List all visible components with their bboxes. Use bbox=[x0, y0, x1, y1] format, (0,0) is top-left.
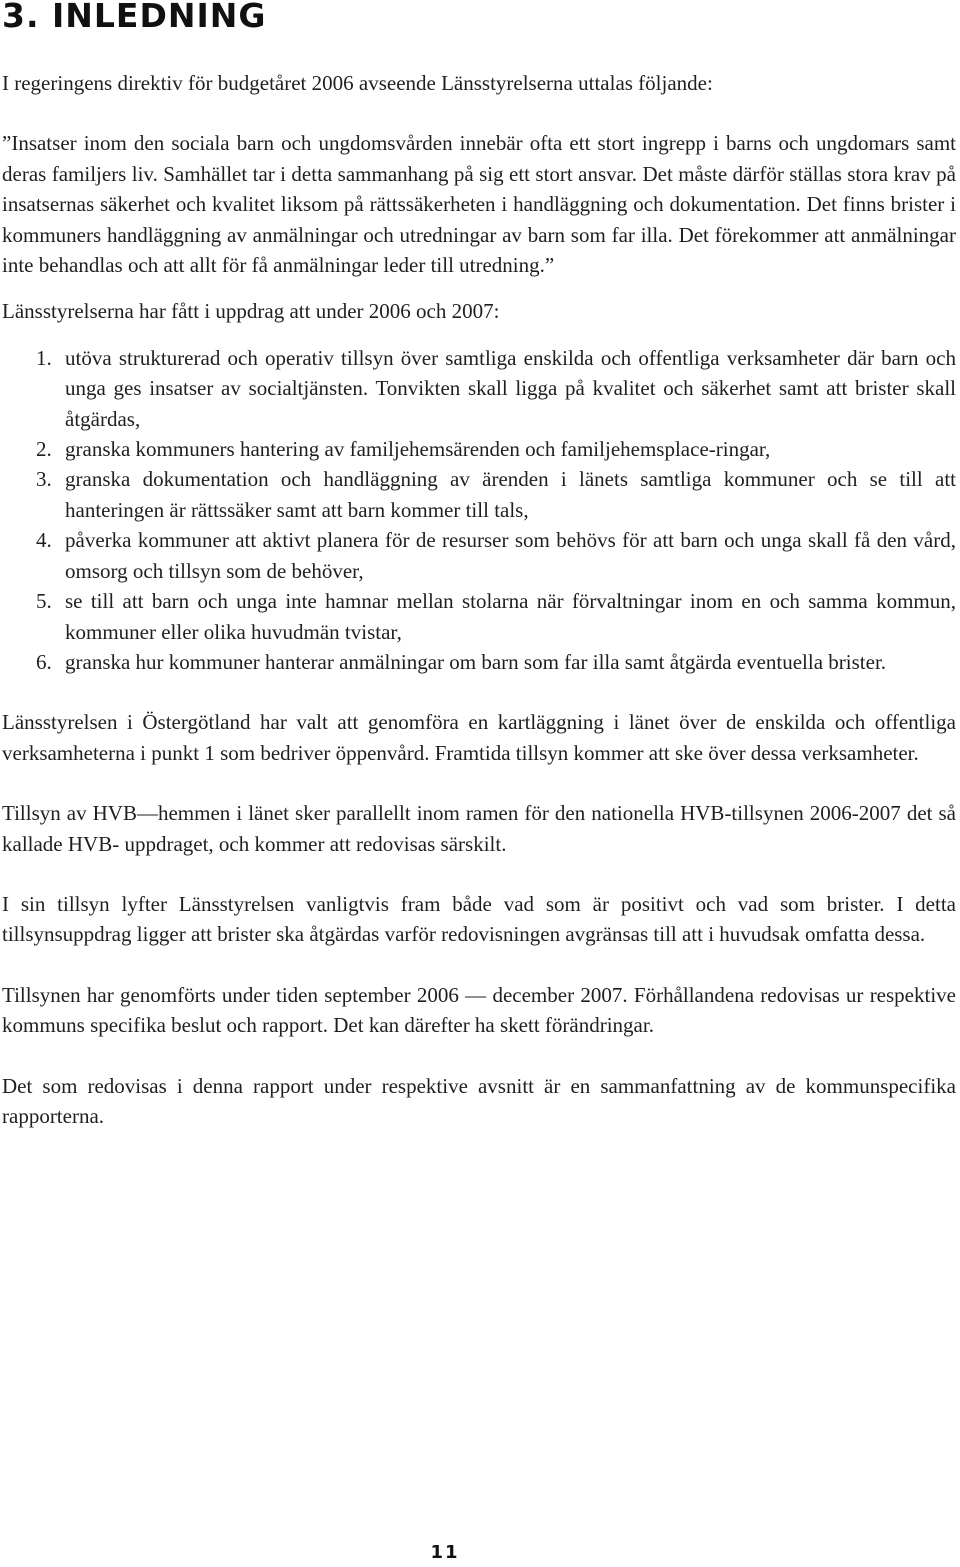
list-item bbox=[2, 434, 956, 464]
assignment-intro: Länsstyrelserna har fått i uppdrag att under 2006 och 2007: bbox=[2, 299, 500, 324]
paragraph-tidsperiod: Tillsynen har genomförts under tiden september 2006 — december 2007. Förhållandena redovisas ur respektive kommuns specifika beslut och rapport. Det kan därefter ha skett förändringar. bbox=[2, 982, 956, 1038]
list-item-text: granska dokumentation och handläggning av ärenden i länets samtliga kommuner och se till att hanteringen är rättssäker samt att barn kommer till tals, bbox=[65, 467, 956, 522]
list-item-text: se till att barn och unga inte hamnar mellan stolarna när förvaltningar inom en och samma kommun, kommuner eller olika huvudmän tvistar, bbox=[65, 589, 956, 644]
list-item bbox=[2, 647, 956, 677]
directive-quote: ”Insatser inom den sociala barn och ungdomsvården innebär ofta ett stort ingrepp i barns och ungdomars samt deras familjers liv. Samhället tar i detta sammanhang på sig ett stort ansvar. Det måste därför ställas stora krav på insatsernas säkerhet och kvalitet liksom på rättssäkerheten i handläggning och dokumentation. Det finns brister i kommuners handläggning av anmälningar och utredningar av barn som far illa. Det förekommer att anmälningar inte behandlas och att allt för få anmälningar leder till utredning.” bbox=[2, 131, 956, 278]
list-item-number: 4. bbox=[36, 528, 52, 553]
paragraph-hvb-tillsyn: Tillsyn av HVB—hemmen i länet sker parallellt inom ramen för den nationella HVB-tillsynen 2006-2007 det så kallade HVB- uppdraget, och kommer att redovisas särskilt. bbox=[2, 801, 956, 856]
list-item bbox=[2, 586, 956, 647]
list-item bbox=[2, 464, 956, 525]
paragraph-sammanfattning: Det som redovisas i denna rapport under respektive avsnitt är en sammanfattning av de kommunspecifika rapporterna. bbox=[2, 1073, 956, 1128]
task-list bbox=[2, 343, 956, 677]
list-item-number: 6. bbox=[36, 649, 52, 674]
list-item bbox=[2, 525, 956, 586]
list-item-text: granska hur kommuner hanterar anmälningar om barn som far illa samt åtgärda eventuella brister. bbox=[65, 649, 887, 674]
document-body bbox=[2, 68, 956, 1131]
section-heading: 3. INLEDNING bbox=[2, 0, 267, 35]
list-item bbox=[2, 343, 956, 434]
list-item-text: utöva strukturerad och operativ tillsyn över samtliga enskilda och offentliga verksamheter där barn och unga ges insatser av socialtjänsten. Tonvikten skall ligga på kvalitet och säkerhet samt att brister skall åtgärdas, bbox=[65, 345, 956, 431]
page-number: 11 bbox=[430, 1542, 460, 1563]
list-item-number: 1. bbox=[36, 345, 52, 370]
list-item-text: granska kommuners hantering av familjehemsärenden och familjehemsplace-ringar, bbox=[65, 437, 771, 462]
list-item-text: påverka kommuner att aktivt planera för de resurser som behövs för att barn och unga skall få den vård, omsorg och tillsyn som de behöver, bbox=[65, 528, 956, 583]
paragraph-kartlaggning: Länsstyrelsen i Östergötland har valt att genomföra en kartläggning i länet över de enskilda och offentliga verksamheterna i punkt 1 som bedriver öppenvård. Framtida tillsyn kommer att ske över dessa verksamheter. bbox=[2, 710, 956, 765]
list-item-number: 3. bbox=[36, 467, 52, 492]
intro-paragraph: I regeringens direktiv för budgetåret 2006 avseende Länsstyrelserna uttalas följande: bbox=[2, 71, 713, 95]
list-item-number: 5. bbox=[36, 589, 52, 614]
list-item-number: 2. bbox=[36, 437, 52, 462]
paragraph-tillsyn-fokus: I sin tillsyn lyfter Länsstyrelsen vanligtvis fram både vad som är positivt och vad som brister. I detta tillsynsuppdrag ligger att brister ska åtgärdas varför redovisningen avgränsas till att i huvudsak omfatta dessa. bbox=[2, 891, 956, 947]
